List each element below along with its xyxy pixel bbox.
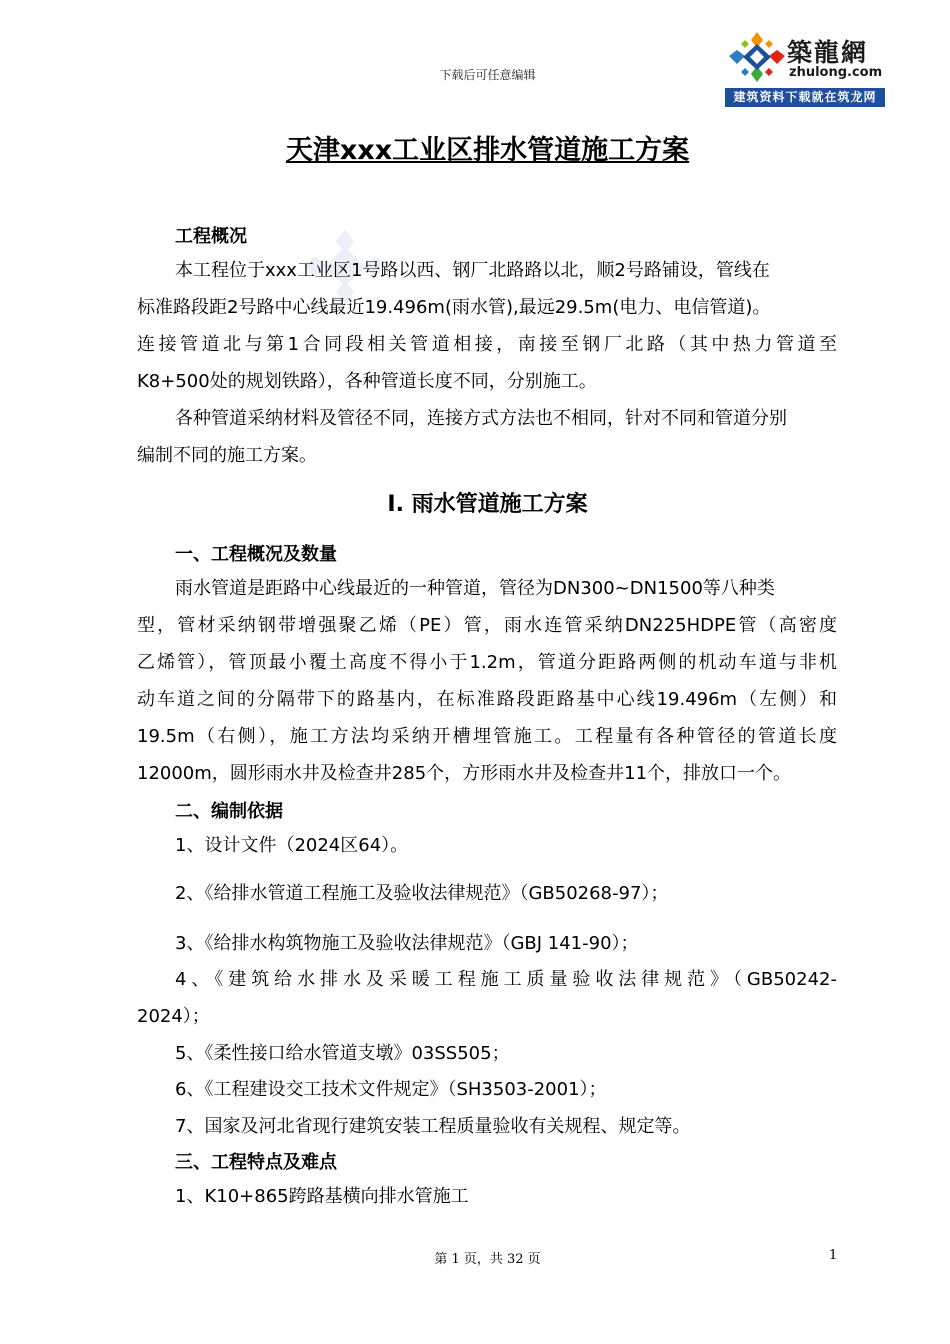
overview-line: 各种管道采纳材料及管径不同，连接方式方法也不相同，针对不同和管道分别 <box>175 408 787 429</box>
body-line: 1、K10+865跨路基横向排水管施工 <box>175 1186 469 1207</box>
reference-item: 3、《给排水构筑物施工及验收法律规范》（GBJ 141-90）； <box>175 933 639 954</box>
zhulong-logo <box>725 29 885 107</box>
overview-line: 编制不同的施工方案。 <box>137 445 317 466</box>
reference-item: 4、《建筑给水排水及采暖工程施工质量验收法律规范》（GB50242- <box>175 969 837 990</box>
logo-slogan: 建筑资料下载就在筑龙网 <box>725 88 885 107</box>
overview-line: 连接管道北与第1合同段相关管道相接，南接至钢厂北路（其中热力管道至 <box>137 334 837 355</box>
body-line: 12000m，圆形雨水井及检查井285个，方形雨水井及检查井11个，排放口一个。 <box>137 763 792 784</box>
subsection-heading: 三、工程特点及难点 <box>175 1152 337 1173</box>
body-line: 雨水管道是距路中心线最近的一种管道，管径为DN300~DN1500等八种类 <box>175 578 775 599</box>
reference-item: 6、《工程建设交工技术文件规定》（SH3503-2001）； <box>175 1079 607 1100</box>
reference-item: 1、设计文件（2024区64）。 <box>175 835 409 856</box>
subsection-heading: 二、编制依据 <box>175 801 283 822</box>
overview-heading: 工程概况 <box>175 226 247 247</box>
reference-item: 7、国家及河北省现行建筑安装工程质量验收有关规程、规定等。 <box>175 1116 691 1137</box>
overview-line: 标准路段距2号路中心线最近19.496m(雨水管),最远29.5m(电力、电信管道)。 <box>137 297 771 318</box>
reference-item: 2、《给排水管道工程施工及验收法律规范》（GB50268-97）； <box>175 883 669 904</box>
document-title: 天津xxx工业区排水管道施工方案 <box>285 135 690 166</box>
header-note: 下载后可任意编辑 <box>439 68 536 82</box>
logo-domain-text: zhulong.com <box>789 65 883 80</box>
body-line: 型，管材采纳钢带增强聚乙烯（PE）管，雨水连管采纳DN225HDPE管（高密度 <box>137 615 837 636</box>
body-line: 19.5m（右侧），施工方法均采纳开槽埋管施工。工程量有各种管径的管道长度 <box>137 726 837 747</box>
overview-line: K8+500处的规划铁路），各种管道长度不同，分别施工。 <box>137 371 597 392</box>
overview-line: 本工程位于xxx工业区1号路以西、钢厂北路路以北，顺2号路铺设，管线在 <box>175 260 770 281</box>
reference-item: 5、《柔性接口给水管道支墩》03SS505； <box>175 1043 510 1064</box>
subsection-heading: 一、工程概况及数量 <box>175 544 337 565</box>
page-footer: 第 1 页，共 32 页 <box>434 1252 541 1267</box>
logo-diamond-icon <box>727 30 787 88</box>
body-line: 动车道之间的分隔带下的路基内，在标准路段距路基中心线19.496m（左侧）和 <box>137 689 837 710</box>
reference-item: 2024）； <box>137 1006 210 1027</box>
body-line: 乙烯管），管顶最小覆土高度不得小于1.2m，管道分距路两侧的机动车道与非机 <box>137 652 837 673</box>
page-number: 1 <box>829 1248 838 1263</box>
logo-chinese-text: 築龍網 <box>787 38 869 67</box>
section-title: I. 雨水管道施工方案 <box>387 492 588 517</box>
